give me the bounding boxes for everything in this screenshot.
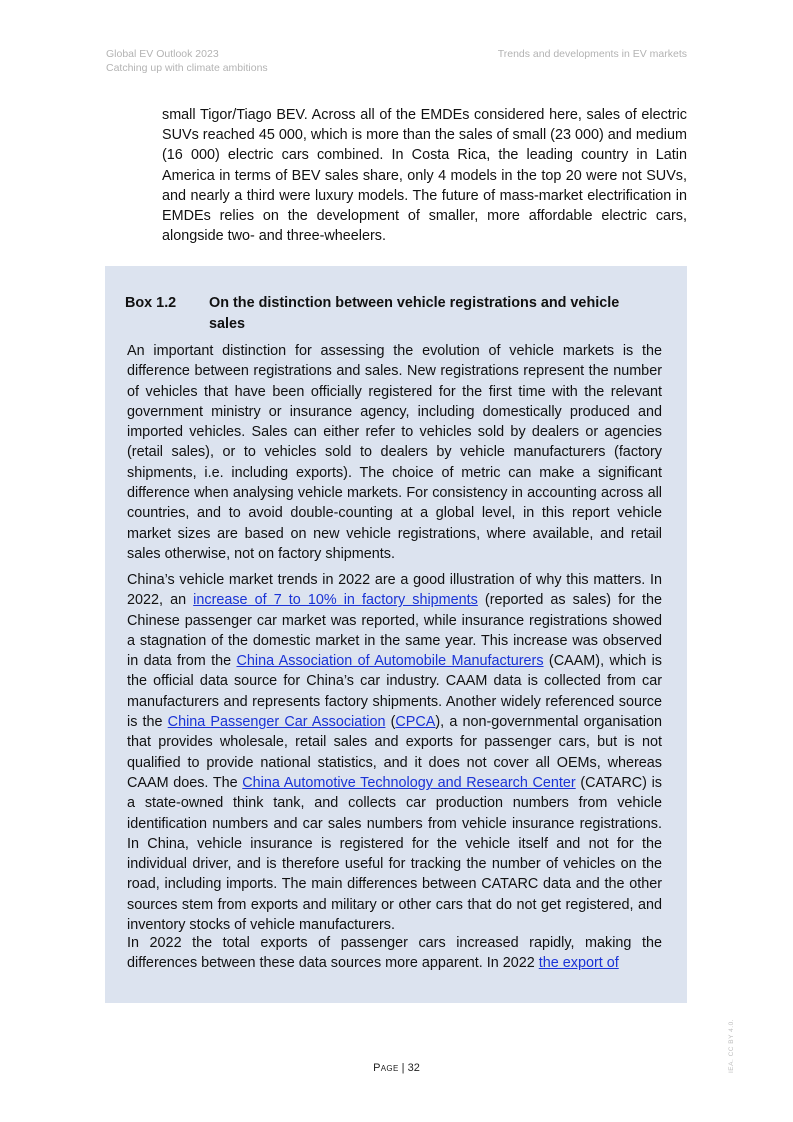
link-catarc[interactable]: China Automotive Technology and Research Center — [242, 774, 576, 791]
box-heading: On the distinction between vehicle registrations and vehicle sales — [209, 295, 620, 332]
page-label: Page — [373, 1062, 399, 1074]
running-header-right: Trends and developments in EV markets — [497, 48, 687, 60]
box-paragraph-2 — [127, 570, 662, 935]
link-caam[interactable]: China Association of Automobile Manufacturers — [236, 653, 544, 670]
license-note: IEA. CC BY 4.0. — [728, 1019, 735, 1073]
box-paragraph-1: An important distinction for assessing the evolution of vehicle markets is the difference between registrations and sales. New registrations represent the number of vehicles that have been officially registered for the first time with the relevant government ministry or insurance agency, including domestically produced and imported vehicles. Sales can either refer to vehicles sold by dealers or agencies (retail sales), or to vehicles sold to dealers by vehicle manufacturers (factory shipments, i.e. including exports). The choice of metric can make a significant difference when analysing vehicle markets. For consistency in accounting across all countries, and to avoid double-counting at a global level, in this report vehicle market sizes are based on new vehicle registrations, where available, and retail sales otherwise, not on factory shipments. — [127, 343, 662, 562]
running-header-left — [106, 47, 268, 75]
page-footer — [0, 1062, 793, 1074]
box-1-2 — [105, 266, 687, 1003]
box-paragraph-3 — [127, 933, 662, 974]
link-factory-shipments[interactable]: increase of 7 to 10% in factory shipments — [193, 592, 478, 609]
link-cpca[interactable]: CPCA — [395, 714, 436, 731]
link-cpca-full[interactable]: China Passenger Car Association — [167, 714, 386, 731]
text-run: ), a non-governmental organisation that provides wholesale, retail sales and exports for passenger cars, but is not qualified to provide national statistics, and it does not cover all OEMs, whereas CAAM does. The — [127, 714, 662, 791]
text-run: (reported as sales) for the Chinese passenger car market was reported, while insurance registrations showed a stagnation of the domestic market in the same year. This increase was observed in data from the — [127, 592, 662, 670]
text-run: (CATARC) is a state-owned think tank, and collects car production numbers from vehicle identification numbers and car sales numbers from vehicle insurance registrations. In China, vehicle insurance is registered for the vehicle itself and not for the individual driver, and is therefore useful for tracking the number of vehicles on the road, including imports. The main differences between CATARC data and the other sources stem from exports and military or other cars that do not get registered, and inventory stocks of vehicle manufacturers. — [127, 774, 662, 934]
box-label: Box 1.2 — [125, 295, 177, 311]
page-number: 32 — [407, 1062, 420, 1074]
link-export-of[interactable]: the export of — [538, 955, 619, 972]
text-run: (CAAM), which is the official data source for China’s car industry. CAAM data is collected from car manufacturers and represents factory shipments. Another widely referenced source is the — [127, 653, 662, 731]
report-subtitle: Catching up with climate ambitions — [106, 62, 268, 74]
text-run: In 2022 the total exports of passenger cars increased rapidly, making the differences between these data sources more apparent. In 2022 — [127, 935, 662, 972]
text-run: China’s vehicle market trends in 2022 are a good illustration of why this matters. In 2022, an — [127, 572, 662, 609]
report-title: Global EV Outlook 2023 — [106, 48, 219, 60]
intro-paragraph: small Tigor/Tiago BEV. Across all of the EMDEs considered here, sales of electric SUVs reached 45 000, which is more than the sales of small (23 000) and medium (16 000) electric cars combined. In Costa Rica, the leading country in Latin America in terms of BEV sales share, only 4 models in the top 20 were not SUVs, and nearly a third were luxury models. The future of mass-market electrification in EMDEs relies on the development of smaller, more affordable electric cars, alongside two- and three-wheelers. — [162, 107, 687, 245]
page-separator: | — [398, 1062, 408, 1074]
text-run: ( — [385, 714, 396, 731]
